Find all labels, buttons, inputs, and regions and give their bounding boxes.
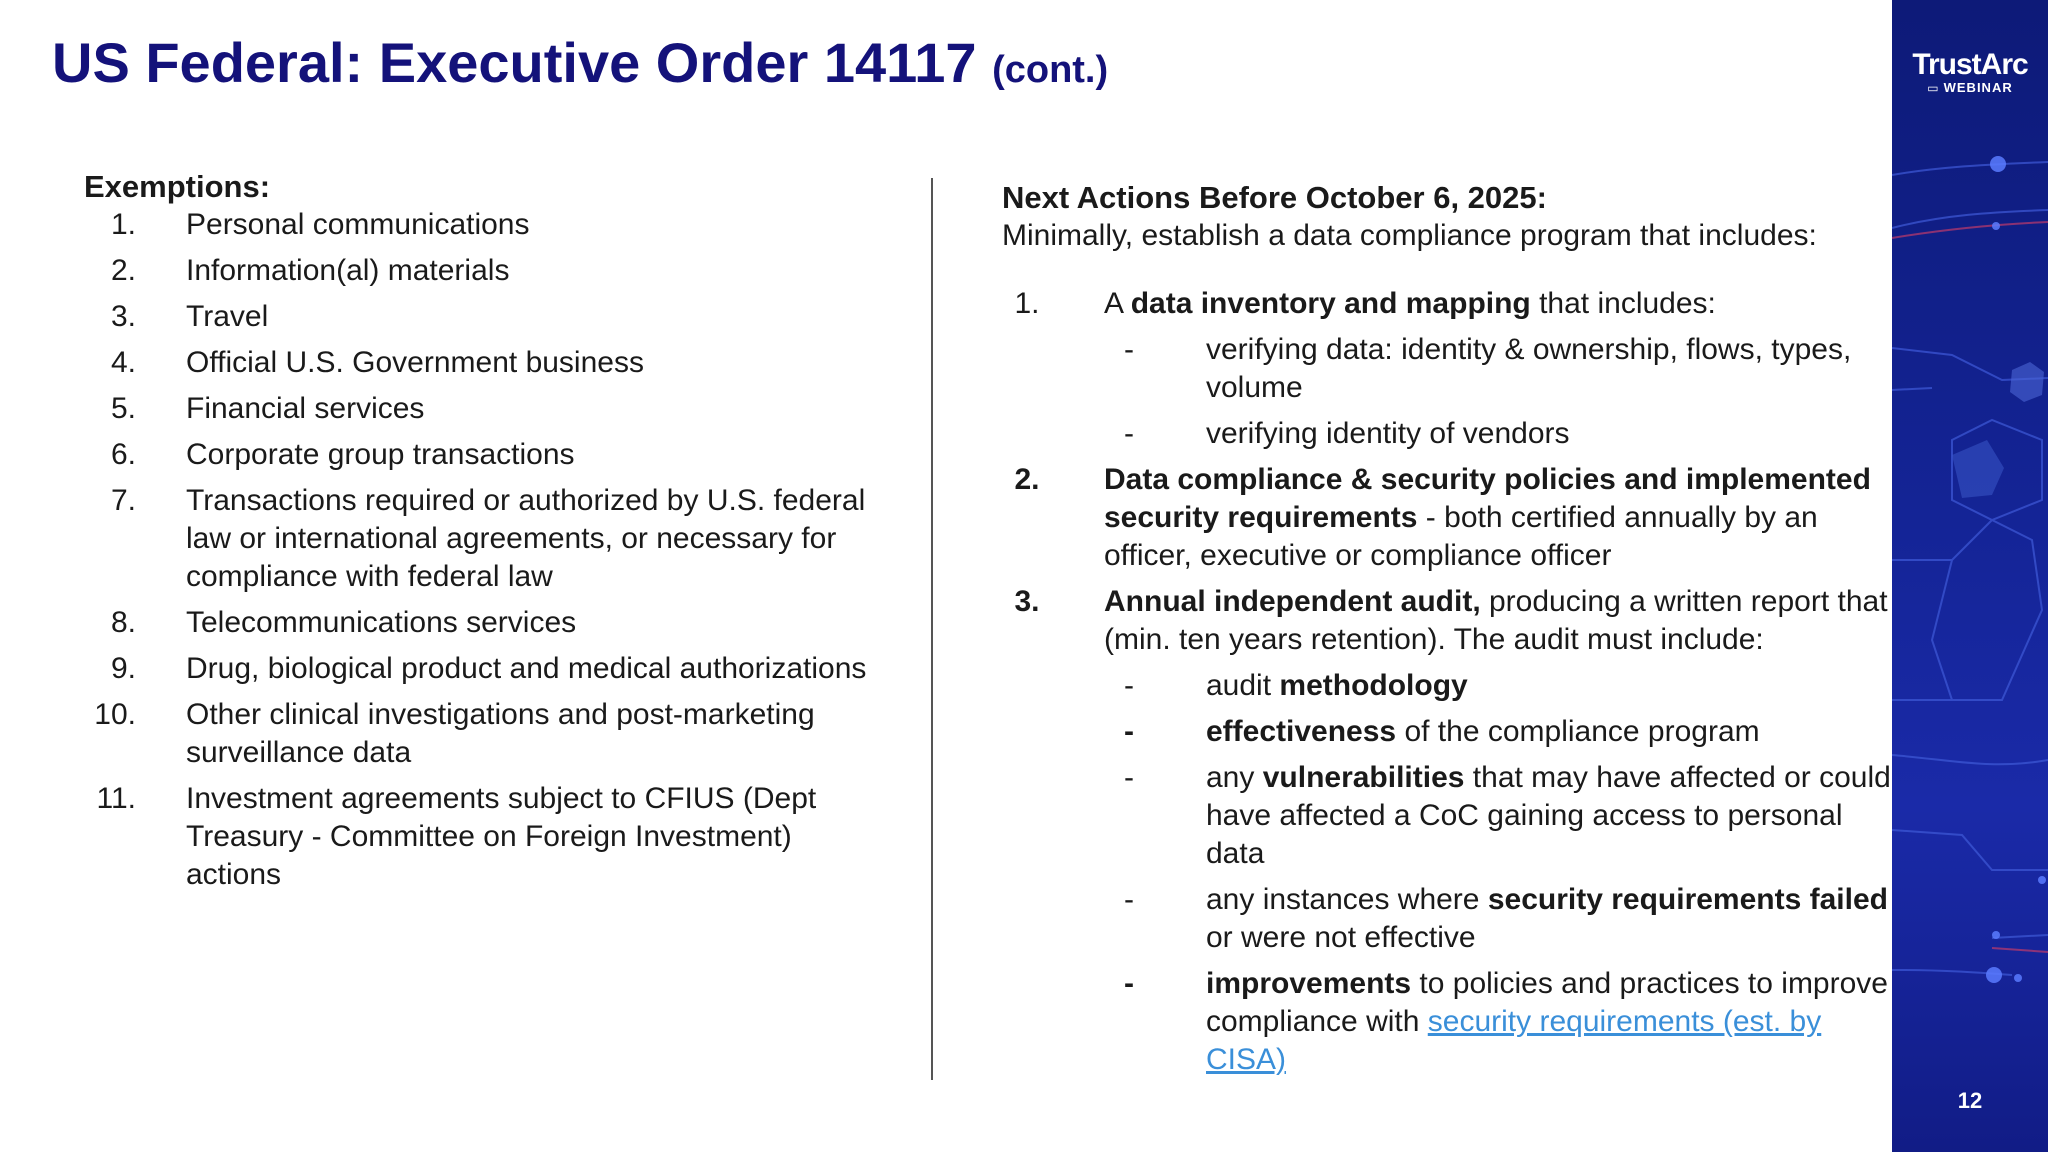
column-divider	[931, 178, 933, 1080]
next-actions-heading: Next Actions Before October 6, 2025:	[1002, 180, 1547, 215]
item-number: 5.	[110, 392, 136, 425]
item-text: Telecommunications services	[186, 606, 577, 639]
list-item	[84, 650, 874, 688]
item-bold-text: data inventory and mapping	[1130, 287, 1531, 320]
item-number: 1.	[1014, 287, 1040, 320]
dash-bullet: -	[1124, 333, 1134, 366]
item-text: Corporate group transactions	[186, 438, 575, 471]
sub-list	[1104, 667, 1892, 1079]
item-number: 7.	[110, 484, 136, 517]
item-text: Information(al) materials	[186, 254, 510, 287]
sub-item	[1104, 667, 1892, 705]
item-number: 9.	[110, 652, 136, 685]
dash-bullet: -	[1124, 883, 1134, 916]
list-item	[84, 206, 874, 244]
list-item	[84, 436, 874, 474]
network-decoration	[1892, 0, 2048, 1152]
slide-title	[52, 30, 1108, 95]
list-item	[84, 482, 874, 596]
sub-item-text: or were not effective	[1206, 921, 1476, 954]
item-number: 10.	[94, 698, 136, 731]
exemptions-list	[84, 206, 874, 894]
sub-item	[1104, 331, 1892, 407]
sub-list	[1104, 331, 1892, 453]
list-item	[84, 344, 874, 382]
next-actions-section	[1002, 179, 1892, 1079]
sub-item-bold: methodology	[1279, 669, 1468, 702]
sub-item-bold: vulnerabilities	[1262, 761, 1465, 794]
item-text: Other clinical investigations and post-marketing surveillance data	[186, 698, 815, 769]
item-text: Travel	[186, 300, 269, 333]
sub-item	[1104, 881, 1892, 957]
item-text: Personal communications	[186, 208, 530, 241]
dash-bullet: -	[1124, 715, 1134, 748]
sub-item-text: verifying data: identity & ownership, flows, types, volume	[1206, 333, 1852, 404]
exemptions-section	[84, 168, 874, 894]
action-item-policies	[1002, 461, 1892, 575]
item-number: 2.	[1014, 463, 1040, 496]
title-main: US Federal: Executive Order 14117	[52, 31, 977, 94]
item-text: - both certified annually by an officer, executive or compliance officer	[1104, 501, 1818, 572]
sub-item-text: verifying identity of vendors	[1206, 417, 1570, 450]
item-text: Official U.S. Government business	[186, 346, 644, 379]
logo-text: TrustArc	[1912, 48, 2028, 81]
sub-item	[1104, 759, 1892, 873]
item-number: 8.	[110, 606, 136, 639]
sub-item-text: any instances where	[1206, 883, 1488, 916]
list-item	[84, 252, 874, 290]
logo-sub-text: WEBINAR	[1943, 80, 2013, 95]
cisa-security-requirements-link[interactable]: security requirements (est. by CISA)	[1206, 1005, 1822, 1076]
item-number: 2.	[110, 254, 136, 287]
item-text: that includes:	[1530, 287, 1716, 320]
next-actions-subheading: Minimally, establish a data compliance program that includes:	[1002, 219, 1817, 252]
sub-item-text: any	[1206, 761, 1263, 794]
item-text: A	[1104, 287, 1131, 320]
brand-panel	[1892, 0, 2048, 1152]
dash-bullet: -	[1124, 669, 1134, 702]
actions-list	[1002, 285, 1892, 1079]
page-number: 12	[1957, 1088, 1983, 1113]
item-text: producing a written report that (min. ten years retention). The audit must include:	[1104, 585, 1888, 656]
sub-item-text: to policies and practices to improve compliance with	[1206, 967, 1888, 1038]
sub-item-text: that may have affected or could have affected a CoC gaining access to personal data	[1206, 761, 1891, 870]
sub-item-bold: security requirements failed	[1487, 883, 1888, 916]
item-text: Transactions required or authorized by U.S. federal law or international agreements, or necessary for compliance with federal law	[186, 484, 866, 593]
item-bold-text: Data compliance & security policies and implemented security requirements	[1104, 463, 1871, 534]
trustarc-logo	[1892, 48, 2048, 95]
exemptions-heading: Exemptions:	[84, 169, 271, 204]
sub-item-text: of the compliance program	[1396, 715, 1760, 748]
item-number: 6.	[110, 438, 136, 471]
list-item	[84, 696, 874, 772]
dash-bullet: -	[1124, 967, 1134, 1000]
item-number: 4.	[110, 346, 136, 379]
dash-bullet: -	[1124, 417, 1134, 450]
sub-item	[1104, 965, 1892, 1079]
sub-item-text: audit	[1206, 669, 1280, 702]
item-text: Financial services	[186, 392, 425, 425]
title-suffix: (cont.)	[992, 49, 1109, 91]
sub-item	[1104, 415, 1892, 453]
monitor-icon: ▭	[1927, 81, 1940, 95]
sub-item-bold: improvements	[1206, 967, 1412, 1000]
sub-item-bold: effectiveness	[1206, 715, 1397, 748]
item-text: Drug, biological product and medical authorizations	[186, 652, 867, 685]
item-number: 3.	[1014, 585, 1040, 618]
action-item-inventory	[1002, 285, 1892, 453]
item-number: 11.	[96, 782, 136, 815]
dash-bullet: -	[1124, 761, 1134, 794]
logo-subtitle	[1892, 80, 2048, 95]
item-text: Investment agreements subject to CFIUS (Dept Treasury - Committee on Foreign Investment) actions	[186, 782, 817, 891]
item-bold-text: Annual independent audit,	[1104, 585, 1481, 618]
list-item	[84, 390, 874, 428]
item-number: 3.	[110, 300, 136, 333]
list-item	[84, 298, 874, 336]
list-item	[84, 604, 874, 642]
item-number: 1.	[110, 208, 136, 241]
list-item	[84, 780, 874, 894]
action-item-audit	[1002, 583, 1892, 1079]
sub-item	[1104, 713, 1892, 751]
